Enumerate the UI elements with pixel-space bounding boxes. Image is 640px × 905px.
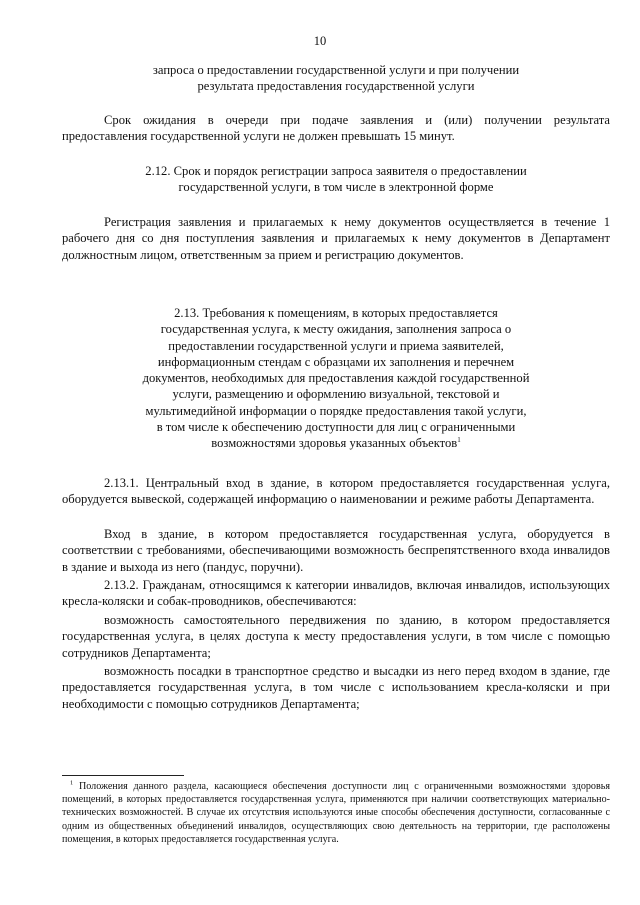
heading-line — [62, 435, 610, 451]
heading-line: государственная услуга, к месту ожидания, заполнения запроса о — [160, 322, 512, 337]
heading-line: предоставлении государственной услуги и приема заявителей, — [168, 338, 504, 353]
heading-last-line-text: возможностями здоровья указанных объектов — [211, 436, 458, 451]
heading-line: информационным стендам с образцами их заполнения и перечнем — [157, 354, 515, 369]
heading-line: 2.12. Срок и порядок регистрации запроса заявителя о предоставлении — [145, 164, 527, 178]
section-heading-2-12 — [62, 163, 610, 196]
paragraph-registration: Регистрация заявления и прилагаемых к нему документов осуществляется в течение 1 рабочего дня со дня поступления заявления и прилагаемых к нему документов в Департамент должностным лицом, ответственным за прием и регистрацию документов. — [62, 215, 610, 262]
heading-line: государственной услуги, в том числе в электронной форме — [178, 180, 494, 195]
heading-line: в том числе к обеспечению доступности для лиц с ограниченными — [156, 420, 516, 435]
heading-line: услуги, размещению и оформлению визуальной, текстовой и — [172, 387, 500, 402]
heading-line: 2.13. Требования к помещениям, в которых предоставляется — [174, 306, 498, 320]
heading-line: мультимедийной информации о порядке предоставления такой услуги, — [145, 403, 527, 418]
heading-line: документов, необходимых для предоставления каждой государственной — [142, 371, 530, 386]
paragraph-2-13-2: 2.13.2. Гражданам, относящимся к категории инвалидов, включая инвалидов, использующих кресла-коляски и собак-проводников, обеспечиваются: — [62, 578, 610, 609]
heading-line: запроса о предоставлении государственной услуги и при получении — [152, 63, 520, 77]
page-number: 10 — [313, 34, 327, 48]
paragraph-waiting-time: Срок ожидания в очереди при подаче заявления и (или) получении результата предоставления государственной услуги не должен превышать 15 минут. — [62, 113, 610, 144]
paragraph-transport: возможность посадки в транспортное средство и высадки из него перед входом в здание, где предоставляется государственная услуга, в том числе с использованием кресла-коляски и при необходимости с помощью сотрудников Департамента; — [62, 664, 610, 711]
paragraph-entrance: Вход в здание, в котором предоставляется государственная услуга, оборудуется в соответствии с требованиями, обеспечивающими возможность беспрепятственного входа инвалидов в здание и выхода из него (пандус, поручни). — [62, 527, 610, 574]
heading-line: результата предоставления государственной услуги — [197, 79, 475, 94]
paragraph-2-13-1: 2.13.1. Центральный вход в здание, в котором предоставляется государственная услуга, оборудуется вывеской, содержащей информацию о наименовании и режиме работы Департамента. — [62, 476, 610, 507]
footnote-text: Положения данного раздела, касающиеся обеспечения доступности лиц с ограниченными возможностями здоровья помещений, в которых предоставляется государственная услуга, применяются при наличии соответствующих материально-технических возможностей. В случае их отсутствия используются иные способы обеспечения доступности, согласованные с одним из общественных объединений инвалидов, осуществляющих свою деятельность на территории, где расположены помещения, в которых предоставляется государственная услуга. — [62, 781, 610, 845]
footnote — [62, 780, 610, 846]
section-heading-continued — [62, 62, 610, 95]
footnote-reference[interactable]: 1 — [457, 436, 461, 445]
section-heading-2-13 — [62, 305, 610, 452]
paragraph-movement: возможность самостоятельного передвижения по зданию, в котором предоставляется государственная услуга, в целях доступа к месту предоставления услуги, в том числе с помощью сотрудников Департамента; — [62, 613, 610, 660]
footnote-mark: 1 — [70, 779, 74, 787]
footnote-separator — [62, 775, 184, 776]
